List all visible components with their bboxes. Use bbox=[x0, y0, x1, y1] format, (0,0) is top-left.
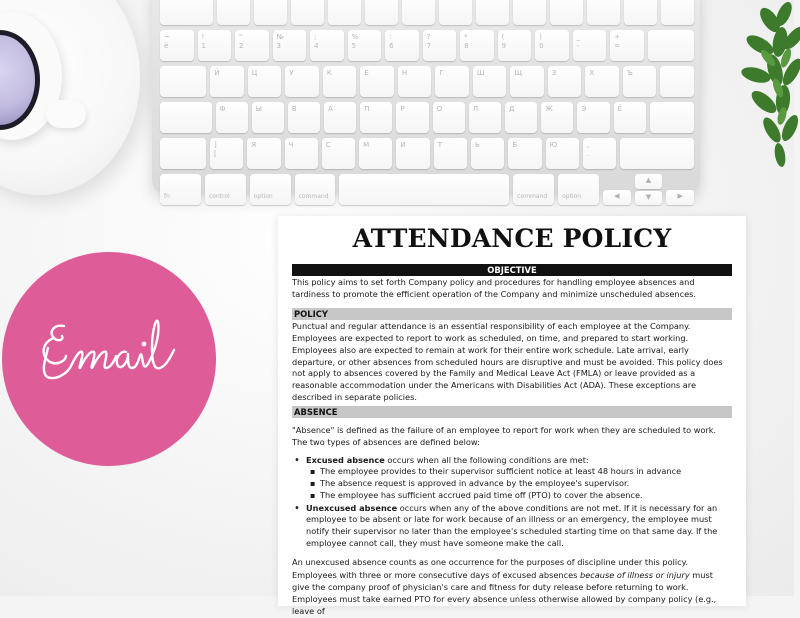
email-script-lettering bbox=[2, 252, 216, 466]
key: ( 9 bbox=[498, 30, 532, 61]
key: Ы bbox=[252, 102, 284, 133]
key: Ю bbox=[546, 138, 579, 169]
space-key bbox=[339, 174, 509, 205]
key bbox=[254, 0, 287, 25]
arrow-down-key: ▼ bbox=[635, 191, 663, 206]
key bbox=[660, 66, 694, 97]
key: В bbox=[288, 102, 320, 133]
key: Ч bbox=[285, 138, 318, 169]
key bbox=[160, 102, 212, 133]
arrow-keys bbox=[603, 174, 694, 205]
key: Р bbox=[396, 102, 428, 133]
key bbox=[217, 0, 250, 25]
key: + = bbox=[610, 30, 644, 61]
key: Щ bbox=[510, 66, 544, 97]
keyboard-row bbox=[160, 102, 694, 133]
command-key: command bbox=[513, 174, 554, 205]
excused-term: Excused absence bbox=[306, 454, 385, 465]
policy-heading: POLICY bbox=[292, 308, 732, 320]
arrow-up-down-keys bbox=[635, 174, 663, 205]
key: Е bbox=[360, 66, 394, 97]
keyboard-row bbox=[160, 0, 694, 25]
consecutive-post: must give the company proof of physician's care and fitness for duty release before returning to work. bbox=[292, 570, 713, 592]
key bbox=[160, 138, 206, 169]
key: Ф bbox=[216, 102, 248, 133]
pto-text: Employees must take earned PTO for every absence unless otherwise allowed by company policy (e.g., leave of bbox=[292, 594, 717, 617]
absence-heading: ABSENCE bbox=[292, 406, 732, 418]
key: Ш bbox=[473, 66, 507, 97]
list-item: ▪ The employee provides to their supervisor sufficient notice at least 48 hours in advance bbox=[306, 466, 732, 478]
document-title: ATTENDANCE POLICY bbox=[352, 224, 672, 253]
option-key: option bbox=[558, 174, 599, 205]
key: , . bbox=[583, 138, 616, 169]
excused-conditions-list bbox=[306, 466, 732, 501]
email-badge bbox=[2, 252, 216, 466]
consecutive-pre: Employees with three or more consecutive days of excused absences bbox=[292, 570, 581, 581]
key: ) 0 bbox=[535, 30, 569, 61]
key bbox=[624, 0, 657, 25]
consecutive-italic: because of illness or injury bbox=[580, 570, 690, 581]
key: З bbox=[548, 66, 582, 97]
fn-key: fn bbox=[160, 174, 201, 205]
keyboard-row bbox=[160, 66, 694, 97]
key: Ж bbox=[541, 102, 573, 133]
key: Т bbox=[434, 138, 467, 169]
keyboard-row bbox=[160, 30, 694, 61]
key bbox=[513, 0, 546, 25]
key: Ё bbox=[614, 102, 646, 133]
unexcused-term: Unexcused absence bbox=[306, 502, 398, 513]
occurrence-text: An unexcused absence counts as one occurrence for the purposes of discipline under this policy. bbox=[292, 557, 688, 568]
option-key: option bbox=[250, 174, 291, 205]
key: Я bbox=[247, 138, 280, 169]
objective-text: This policy aims to set forth Company policy and procedures for handling employee absences and tardiness to promote the efficient operation of the Company and minimize unscheduled absences. bbox=[292, 277, 697, 299]
key: Ъ bbox=[623, 66, 657, 97]
absence-types-list bbox=[292, 455, 732, 550]
list-item-unexcused bbox=[292, 503, 732, 550]
key: С bbox=[322, 138, 355, 169]
list-item: ▪ The absence request is approved in advance by the employee's supervisor. bbox=[306, 478, 732, 490]
key: Д bbox=[505, 102, 537, 133]
key: Н bbox=[398, 66, 432, 97]
key: Ц bbox=[248, 66, 282, 97]
key bbox=[550, 0, 583, 25]
cup-handle bbox=[46, 100, 86, 128]
list-item-excused bbox=[292, 455, 732, 502]
key: ; 4 bbox=[310, 30, 344, 61]
key: М bbox=[359, 138, 392, 169]
key bbox=[650, 102, 694, 133]
key: О bbox=[433, 102, 465, 133]
key: № 3 bbox=[273, 30, 307, 61]
arrow-up-key: ▲ bbox=[635, 174, 663, 189]
objective-heading: OBJECTIVE bbox=[292, 264, 732, 276]
key bbox=[476, 0, 509, 25]
key: Л bbox=[469, 102, 501, 133]
potted-plant bbox=[720, 0, 800, 200]
keyboard-row bbox=[160, 138, 694, 169]
key bbox=[620, 138, 694, 169]
key bbox=[661, 0, 694, 25]
key: К bbox=[323, 66, 357, 97]
key bbox=[328, 0, 361, 25]
key: * 8 bbox=[460, 30, 494, 61]
arrow-left-key: ◀ bbox=[603, 190, 631, 205]
control-key: control bbox=[205, 174, 246, 205]
command-key: command bbox=[295, 174, 336, 205]
key: П bbox=[360, 102, 392, 133]
key bbox=[648, 30, 694, 61]
unexcused-description: occurs when any of the above conditions are not met. If it is necessary for an employee to be absent or late for work because of an illness or an emergency, the employee must notify their supervisor no later than the employee's scheduled starting time on that same day. If the employee cannot call, they must have someone make the call. bbox=[306, 502, 718, 548]
key bbox=[160, 0, 213, 25]
arrow-right-key: ▶ bbox=[666, 190, 694, 205]
key: Х bbox=[585, 66, 619, 97]
excused-description: occurs when all the following conditions are met: bbox=[384, 454, 589, 465]
keyboard bbox=[152, 0, 700, 201]
key: Э bbox=[577, 102, 609, 133]
key: ? 7 bbox=[423, 30, 457, 61]
key bbox=[291, 0, 324, 25]
key: ! 1 bbox=[198, 30, 232, 61]
policy-text: Punctual and regular attendance is an essential responsibility of each employee at the Company. Employees are expected to report to work as scheduled, on time, and prepared to start working. Employees also are expected to remain at work for their entire work schedule. Late arrival, early departure, or other absences from scheduled hours are disruptive and must be avoided. This policy does not apply to absences covered by the Family and Medical Leave Act (FMLA) or leave provided as a reasonable accommodation under the Americans with Disabilities Act (ADA). These exceptions are described in separate policies. bbox=[292, 321, 723, 402]
key: % 5 bbox=[348, 30, 382, 61]
key: А bbox=[324, 102, 356, 133]
key bbox=[160, 66, 206, 97]
key: _ - bbox=[573, 30, 607, 61]
key: ~ ё bbox=[160, 30, 194, 61]
key: " 2 bbox=[235, 30, 269, 61]
key: И bbox=[396, 138, 429, 169]
list-item: ▪ The employee has sufficient accrued paid time off (PTO) to cover the absence. bbox=[306, 490, 732, 502]
key: Й bbox=[210, 66, 244, 97]
consecutive-absence-text bbox=[292, 570, 732, 593]
keyboard-row bbox=[160, 174, 694, 205]
key: Г bbox=[435, 66, 469, 97]
key: У bbox=[285, 66, 319, 97]
policy-document bbox=[278, 216, 746, 617]
key: ] [ bbox=[210, 138, 243, 169]
absence-intro: "Absence" is defined as the failure of an employee to report for work when they are scheduled to work. The two types of absences are defined below: bbox=[292, 425, 717, 448]
key: Б bbox=[508, 138, 541, 169]
key bbox=[587, 0, 620, 25]
key bbox=[439, 0, 472, 25]
key: Ь bbox=[471, 138, 504, 169]
key: : 6 bbox=[385, 30, 419, 61]
key bbox=[365, 0, 398, 25]
key bbox=[402, 0, 435, 25]
